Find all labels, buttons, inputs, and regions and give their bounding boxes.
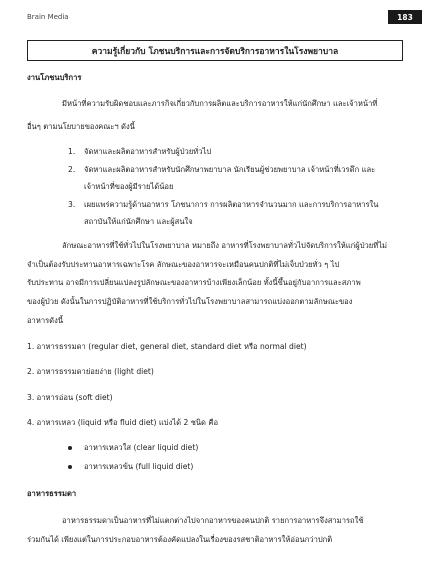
duty-number: 1. (68, 147, 76, 156)
liquid-diet-type: อาหารเหลวใส (clear liquid diet) (84, 443, 199, 452)
diet-type-item: 4. อาหารเหลว (liquid หรือ fluid diet) แบ่งได้ 2 ชนิด คือ (27, 418, 219, 427)
page-title: ความรู้เกี่ยวกับ โภชนบริการและการจัดบริการอาหารในโรงพยาบาล (91, 46, 339, 57)
paragraph-line: ของผู้ป่วย ดังนั้นในการปฏิบัติอาหารที่ใช้บริการทั่วไปในโรงพยาบาลสามารถแบ่งออกตามลักษณะของ (27, 297, 353, 306)
diet-type-item: 3. อาหารอ่อน (soft diet) (27, 393, 113, 402)
liquid-diet-type: อาหารเหลวข้น (full liquid diet) (84, 462, 194, 471)
diet-type-item: 2. อาหารธรรมดาย่อยง่าย (light diet) (27, 367, 154, 376)
section-heading-food-service: งานโภชนบริการ (27, 73, 82, 82)
duty-text-cont: เจ้าหน้าที่ของผู้มีรายได้น้อย (84, 182, 174, 191)
duty-text: จัดหาและผลิตอาหารสำหรับนักศึกษาพยาบาล นักเรียนผู้ช่วยพยาบาล เจ้าหน้าที่เวรดึก และ (84, 165, 376, 174)
diet-type-item: 1. อาหารธรรมดา (regular diet, general diet, standard diet หรือ normal diet) (27, 342, 307, 351)
regular-diet-line: อาหารธรรมดาเป็นอาหารที่ไม่แตกต่างไปจากอาหารของคนปกติ รายการอาหารจึงสามารถใช้ (62, 516, 364, 525)
paragraph-line: ลักษณะอาหารที่ใช้ทั่วไปในโรงพยาบาล หมายถึง อาหารที่โรงพยาบาลทั่วไปจัดบริการให้แก่ผู้ป่วยที่ไม่ (62, 241, 388, 250)
publisher-name: Brain Media (27, 13, 69, 21)
duty-number: 3. (68, 200, 76, 209)
bullet-dot (68, 446, 72, 450)
duty-text: เผยแพร่ความรู้ด้านอาหาร โภชนาการ การผลิตอาหารจำนวนมาก และการบริการอาหารใน (84, 200, 379, 209)
duty-text: จัดหาและผลิตอาหารสำหรับผู้ป่วยทั่วไป (84, 147, 212, 156)
duty-text-cont: สถาบันให้แก่นักศึกษา และผู้สนใจ (84, 217, 193, 226)
paragraph-line: รับประทาน อาจมีการเปลี่ยนแปลงรูปลักษณะของอาหารบ้างเพียงเล็กน้อย ทั้งนี้ขึ้นอยู่กับอาการและสภาพ (27, 278, 361, 287)
duty-number: 2. (68, 165, 76, 174)
page-title-box (27, 40, 403, 61)
intro-line-2: อื่นๆ ตามนโยบายของคณะฯ ดังนี้ (27, 122, 135, 131)
paragraph-line: จำเป็นต้องรับประทานอาหารเฉพาะโรค ลักษณะของอาหารจะเหมือนคนปกติที่ไม่เจ็บป่วยทั่ว ๆ ไป (27, 260, 340, 269)
intro-line-1: มีหน้าที่ความรับผิดชอบและภารกิจเกี่ยวกับการผลิตและบริการอาหารให้แก่นักศึกษา และเจ้าหน้าที่ (62, 99, 378, 108)
regular-diet-line: ร่วมกันได้ เพียงแต่ในการประกอบอาหารต้องคัดแปลงในเรื่องของรสชาติอาหารให้อ่อนกว่าปกติ (27, 535, 333, 544)
bullet-dot (68, 465, 72, 469)
section-heading-regular-diet: อาหารธรรมดา (27, 489, 77, 498)
page-number-badge: 183 (388, 10, 422, 24)
paragraph-line: อาหารดังนี้ (27, 316, 64, 325)
